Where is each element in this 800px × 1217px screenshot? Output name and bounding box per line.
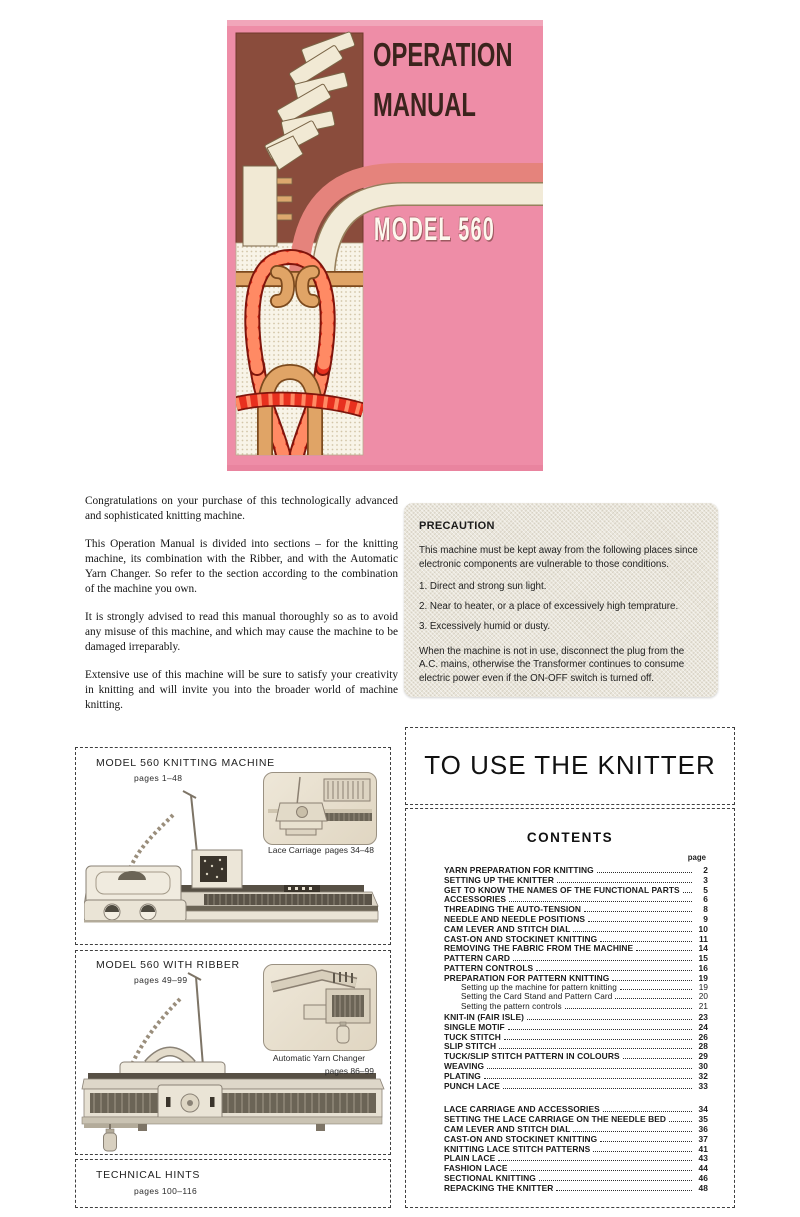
precaution-item: 1. Direct and strong sun light. — [419, 581, 547, 592]
toc-row — [444, 894, 708, 904]
toc-row — [444, 943, 708, 953]
toc-entry-label: SETTING THE LACE CARRIAGE ON THE NEEDLE BED — [444, 1114, 667, 1125]
toc-entry-page: 19 — [698, 982, 708, 992]
toc-row — [444, 1134, 708, 1144]
cover-image — [227, 20, 543, 471]
toc-row — [444, 953, 708, 963]
toc-dot-leader — [623, 1058, 692, 1059]
toc-entry-page: 9 — [703, 913, 708, 924]
toc-row — [444, 1002, 708, 1012]
toc-row — [444, 924, 708, 934]
toc-entry-label: NEEDLE AND NEEDLE POSITIONS — [444, 913, 586, 924]
cover-model-number: MODEL 560 — [374, 211, 496, 247]
toc-entry-label: CAM LEVER AND STITCH DIAL — [444, 923, 571, 934]
section-pages: pages 49–99 — [134, 975, 188, 985]
toc-dot-leader — [499, 1048, 692, 1049]
toc-entry-page: 23 — [698, 1011, 708, 1022]
toc-entry-page: 15 — [698, 953, 708, 964]
lace-carriage-photo — [263, 772, 377, 845]
precaution-item: 3. Excessively humid or dusty. — [419, 621, 551, 632]
toc-row — [444, 934, 708, 944]
inset-pages: pages 34–48 — [324, 845, 374, 855]
toc-dot-leader — [573, 1131, 692, 1132]
toc-dot-leader — [588, 921, 692, 922]
toc-dot-leader — [513, 960, 692, 961]
toc-row — [444, 914, 708, 924]
toc-entry-page: 30 — [698, 1060, 708, 1071]
toc-row — [444, 1032, 708, 1042]
toc-row — [444, 1104, 708, 1114]
toc-entry-page: 43 — [698, 1153, 708, 1164]
toc-dot-leader — [600, 1141, 692, 1142]
inset-caption: Automatic Yarn Changer — [272, 1053, 366, 1063]
toc-entry-label: PUNCH LACE — [444, 1080, 500, 1091]
toc-row — [444, 1114, 708, 1124]
toc-dot-leader — [603, 1111, 692, 1112]
section-pages: pages 1–48 — [134, 773, 183, 783]
section-model-560-knitting-machine — [75, 747, 391, 945]
toc-entry-label: SINGLE MOTIF — [444, 1021, 505, 1032]
toc-entry-page: 41 — [698, 1143, 708, 1154]
toc-row — [444, 973, 708, 983]
to-use-the-knitter-box — [405, 727, 735, 805]
toc-entry-page: 26 — [698, 1031, 708, 1042]
toc-entry-page: 48 — [698, 1182, 708, 1193]
toc-dot-leader — [508, 1029, 692, 1030]
inset-pages: pages 86–99 — [324, 1066, 374, 1076]
toc-entry-label: PATTERN CONTROLS — [444, 962, 534, 973]
toc-row — [444, 1173, 708, 1183]
toc-entry-label: CAST-ON AND STOCKINET KNITTING — [444, 933, 598, 944]
cover-title-line2: MANUAL — [373, 86, 476, 123]
toc-entry-label: YARN PREPARATION FOR KNITTING — [444, 865, 594, 875]
toc-entry-label: THREADING THE AUTO-TENSION — [444, 904, 582, 915]
toc-entry-page: 35 — [698, 1114, 708, 1125]
toc-dot-leader — [498, 1160, 692, 1161]
toc-dot-leader — [557, 882, 692, 883]
toc-entry-label: CAST-ON AND STOCKINET KNITTING — [444, 1133, 598, 1144]
contents-box — [405, 808, 735, 1208]
toc-dot-leader — [600, 941, 692, 942]
intro-text — [85, 494, 398, 726]
toc-dot-leader — [593, 1151, 692, 1152]
toc-entry-label: TUCK STITCH — [444, 1031, 501, 1042]
toc-dot-leader — [620, 989, 692, 990]
cover-title — [373, 30, 567, 130]
section-title: TECHNICAL HINTS — [96, 1169, 201, 1181]
toc-entry-page: 24 — [698, 1021, 708, 1032]
toc-entry-label: PLATING — [444, 1070, 481, 1081]
toc-entry-page: 10 — [698, 923, 708, 934]
toc-dot-leader — [539, 1180, 692, 1181]
precaution-item: 2. Near to heater, or a place of excessively high temprature. — [419, 601, 679, 612]
section-technical-hints — [75, 1159, 391, 1208]
toc-entry-page: 29 — [698, 1051, 708, 1062]
section-title: MODEL 560 KNITTING MACHINE — [96, 757, 275, 769]
toc-dot-leader — [669, 1121, 692, 1122]
toc-group-gap — [444, 1090, 708, 1104]
toc-dot-leader — [511, 1170, 692, 1171]
toc-row — [444, 885, 708, 895]
toc-entry-label: TUCK/SLIP STITCH PATTERN IN COLOURS — [444, 1051, 620, 1062]
toc-entry-label: KNIT-IN (FAIR ISLE) — [444, 1011, 525, 1022]
toc-entry-label: Setting up the machine for pattern knitting — [461, 982, 617, 992]
toc-dot-leader — [556, 1190, 692, 1191]
toc-row — [444, 963, 708, 973]
toc-dot-leader — [527, 1019, 692, 1020]
toc-entry-label: WEAVING — [444, 1060, 485, 1071]
section-pages: pages 100–116 — [134, 1186, 198, 1196]
toc-dot-leader — [584, 911, 692, 912]
knitter-title: TO USE THE KNITTER — [424, 750, 716, 780]
toc-entry-label: REPACKING THE KNITTER — [444, 1182, 554, 1193]
toc-dot-leader — [509, 901, 692, 902]
toc-row — [444, 1183, 708, 1193]
toc-entry-page: 20 — [698, 992, 708, 1002]
toc-entry-label: REMOVING THE FABRIC FROM THE MACHINE — [444, 943, 634, 954]
toc-row — [444, 1041, 708, 1051]
toc-entry-page: 19 — [698, 972, 708, 983]
toc-entry-label: PREPARATION FOR PATTERN KNITTING — [444, 972, 610, 983]
toc-entry-label: CAM LEVER AND STITCH DIAL — [444, 1123, 571, 1134]
toc-dot-leader — [504, 1039, 692, 1040]
toc-entry-page: 21 — [698, 1002, 708, 1012]
toc-entry-label: SLIP STITCH — [444, 1041, 497, 1052]
precaution-footer: When the machine is not in use, disconnect the plug from the A.C. mains, otherwise the Transformer continues to consume electric power even if the ON-OFF switch is turned off. — [419, 645, 685, 684]
toc-entry-page: 14 — [698, 943, 708, 954]
toc-entry-page: 11 — [698, 933, 708, 944]
inset-caption: Lace Carriage — [268, 845, 322, 855]
precaution-box — [404, 503, 718, 697]
toc-entry-page: 16 — [698, 962, 708, 973]
toc-row — [444, 1051, 708, 1061]
toc-row — [444, 1163, 708, 1173]
toc-entry-label: GET TO KNOW THE NAMES OF THE FUNCTIONAL PARTS — [444, 884, 680, 895]
toc-entry-page: 46 — [698, 1172, 708, 1183]
toc-entry-page: 34 — [698, 1104, 708, 1115]
precaution-intro: This machine must be kept away from the following places since electronic components are vulnerable to those conditions. — [419, 545, 698, 570]
toc-entry-label: SECTIONAL KNITTING — [444, 1172, 536, 1183]
toc-row — [444, 1061, 708, 1071]
toc-entry-label: PLAIN LACE — [444, 1153, 496, 1164]
toc-row — [444, 983, 708, 993]
toc-row — [444, 992, 708, 1002]
precaution-heading: PRECAUTION — [419, 520, 495, 532]
section-title: MODEL 560 WITH RIBBER — [96, 959, 240, 971]
toc-dot-leader — [484, 1078, 692, 1079]
toc-entry-page: 32 — [698, 1070, 708, 1081]
toc-row — [444, 1081, 708, 1091]
toc-dot-leader — [597, 872, 692, 873]
toc-row — [444, 1012, 708, 1022]
toc-dot-leader — [565, 1008, 692, 1009]
toc-dot-leader — [573, 931, 692, 932]
intro-paragraph: It is strongly advised to read this manual thoroughly so as to avoid any misuse of this machine, and which may cause the machine to be damaged irreparably. — [85, 611, 398, 653]
toc-dot-leader — [612, 980, 692, 981]
toc-entry-page: 6 — [703, 894, 708, 905]
toc-row — [444, 1022, 708, 1032]
toc-entry-label: ACCESSORIES — [444, 894, 507, 905]
toc-entry-label: PATTERN CARD — [444, 953, 511, 964]
toc-row — [444, 1124, 708, 1134]
toc-row — [444, 1153, 708, 1163]
toc-row — [444, 1071, 708, 1081]
toc-entry-page: 28 — [698, 1041, 708, 1052]
page-column-label: page — [687, 853, 706, 862]
contents-heading: CONTENTS — [526, 830, 614, 845]
toc-list — [444, 865, 708, 1193]
toc-row — [444, 875, 708, 885]
toc-dot-leader — [615, 998, 692, 999]
toc-entry-page: 8 — [703, 904, 708, 915]
toc-entry-page: 33 — [698, 1080, 708, 1091]
toc-entry-label: Setting the pattern controls — [461, 1002, 562, 1012]
toc-dot-leader — [636, 950, 692, 951]
toc-row — [444, 865, 708, 875]
toc-dot-leader — [536, 970, 692, 971]
toc-entry-label: KNITTING LACE STITCH PATTERNS — [444, 1143, 591, 1154]
toc-entry-page: 44 — [698, 1163, 708, 1174]
toc-entry-label: Setting the Card Stand and Pattern Card — [461, 992, 613, 1002]
intro-paragraph: This Operation Manual is divided into sections – for the knitting machine, its combination with the Ribber, and with the Automatic Yarn Changer. So refer to the section according to the combination of the machine you own. — [85, 538, 398, 595]
toc-entry-label: SETTING UP THE KNITTER — [444, 874, 554, 885]
toc-entry-page: 3 — [703, 874, 708, 885]
automatic-yarn-changer-photo — [263, 964, 377, 1051]
toc-dot-leader — [683, 892, 692, 893]
toc-entry-label: FASHION LACE — [444, 1163, 508, 1174]
toc-row — [444, 1144, 708, 1154]
cover-title-line1: OPERATION — [373, 36, 513, 73]
intro-paragraph: Extensive use of this machine will be sure to satisfy your creativity in knitting and will invite you into the broader world of machine knitting. — [85, 669, 398, 711]
intro-paragraph: Congratulations on your purchase of this technologically advanced and sophisticated knitting machine. — [85, 495, 398, 522]
toc-row — [444, 904, 708, 914]
section-model-560-with-ribber — [75, 950, 391, 1155]
toc-entry-page: 36 — [698, 1123, 708, 1134]
toc-entry-label: LACE CARRIAGE AND ACCESSORIES — [444, 1104, 600, 1115]
toc-dot-leader — [487, 1068, 692, 1069]
toc-entry-page: 37 — [698, 1133, 708, 1144]
toc-dot-leader — [503, 1088, 692, 1089]
toc-entry-page: 5 — [703, 884, 708, 895]
toc-entry-page: 2 — [703, 865, 708, 875]
